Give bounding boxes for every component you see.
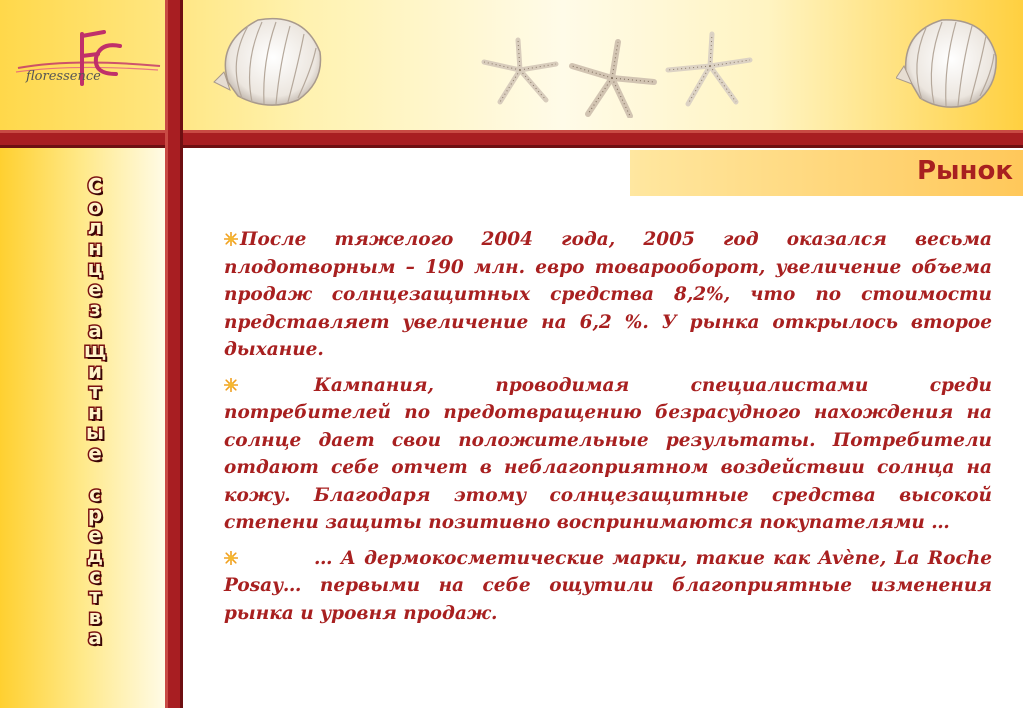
vertical-letter: а	[88, 317, 102, 342]
vertical-caption	[50, 176, 140, 648]
vertical-letter: щ	[83, 338, 107, 362]
horizontal-divider	[0, 130, 1023, 148]
vertical-letter: н	[88, 235, 102, 260]
vertical-letter: а	[88, 625, 102, 649]
paragraph-2	[224, 372, 992, 537]
starfish-icon	[568, 38, 658, 118]
vertical-letter: т	[89, 379, 101, 403]
vertical-letter: и	[87, 358, 102, 383]
slide-content	[224, 226, 992, 635]
vertical-letter: р	[87, 502, 103, 526]
title-box	[630, 150, 1023, 196]
floressence-logo	[12, 28, 162, 98]
vertical-letter: в	[88, 604, 102, 629]
paragraph-1	[224, 226, 992, 364]
sun-bullet-icon	[224, 229, 240, 250]
vertical-letter: с	[89, 563, 101, 588]
paragraph-text: Кампания, проводимая специалистами среди потребителей по предотвращению безрасудного нахождения на солнце дает свои положительные результаты. Потребители отдают себе отчет в неблагоприятном воздействии солнца на кожу. Благодаря этому солнцезащитные средства высокой степени защиты позитивно воспринимаются покупателями …	[224, 374, 992, 533]
paragraph-3	[224, 545, 992, 628]
vertical-letter: е	[88, 440, 102, 465]
logo-text: floressence	[26, 69, 101, 84]
vertical-letter: ц	[87, 256, 103, 280]
vertical-letter: е	[88, 522, 102, 547]
slide-title: Рынок	[916, 156, 1013, 186]
vertical-letter: е	[88, 276, 102, 301]
vertical-letter: о	[88, 194, 102, 219]
sun-bullet-icon	[224, 375, 240, 396]
vertical-letter: л	[87, 215, 103, 239]
vertical-letter: С	[87, 174, 103, 198]
vertical-letter: д	[86, 543, 104, 567]
sun-bullet-icon	[224, 548, 240, 569]
vertical-divider	[165, 0, 183, 708]
vertical-letter: н	[88, 399, 102, 424]
seashell-icon	[896, 14, 1001, 114]
vertical-letter: ы	[85, 420, 105, 444]
vertical-gap	[50, 463, 140, 484]
seashell-icon	[208, 12, 328, 112]
paragraph-text: … А дермокосметические марки, такие как Avène, La Roche Posay… первыми на себе ощутили благоприятные изменения рынка и уровня продаж.	[224, 547, 992, 624]
vertical-letter: т	[89, 584, 101, 608]
starfish-icon	[664, 30, 754, 110]
paragraph-text: После тяжелого 2004 года, 2005 год оказался весьма плодотворным – 190 млн. евро товарооборот, увеличение объема продаж солнцезащитных средства 8,2%, что по стоимости представляет увеличение на 6,2 %. У рынка открылось второе дыхание.	[224, 229, 992, 360]
vertical-letter: з	[89, 297, 101, 321]
vertical-letter: с	[89, 481, 101, 506]
starfish-icon	[480, 36, 560, 106]
